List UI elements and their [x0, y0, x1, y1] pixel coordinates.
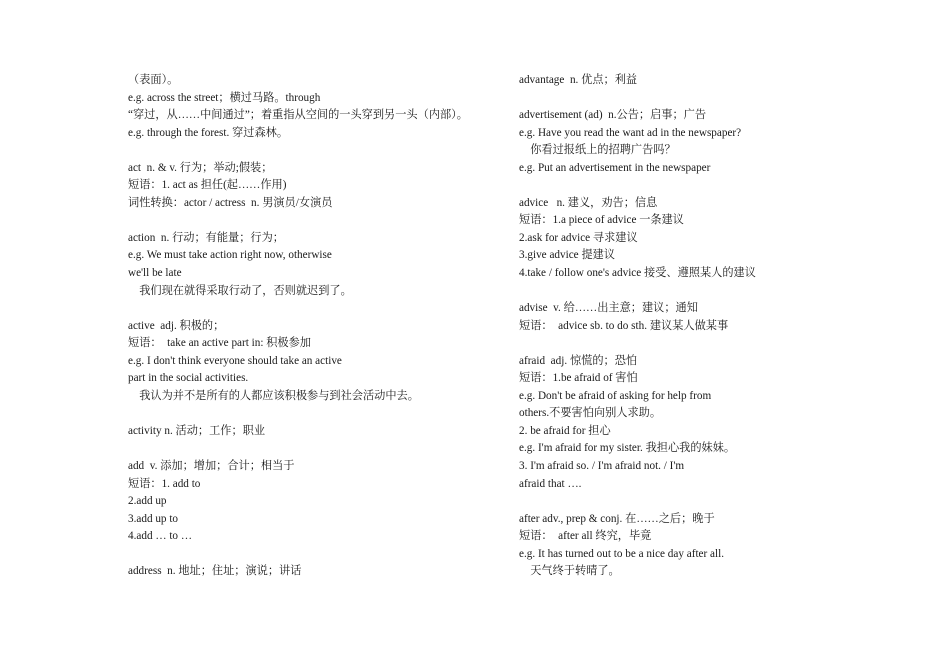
text-line: [519, 493, 909, 511]
text-line: e.g. We must take action right now, otherwise: [128, 249, 332, 262]
text-line: （表面）。: [128, 74, 179, 86]
text-line: [519, 177, 909, 195]
text-line: active adj. 积极的；: [128, 319, 225, 332]
text-line: e.g. It has turned out to be a nice day after all.: [519, 547, 725, 560]
text-line: 4.add … to …: [128, 530, 193, 543]
text-line: [519, 90, 909, 108]
text-line: [128, 440, 518, 458]
text-line: add v. 添加；增加；合计；相当于: [128, 460, 295, 473]
right-column: [519, 72, 909, 581]
text-line: address n. 地址；住址；演说；讲话: [128, 565, 302, 578]
text-line: 短语： advice sb. to do sth. 建议某人做某事: [519, 319, 729, 332]
text-line: e.g. Have you read the want ad in the newspaper?: [519, 126, 742, 139]
text-line: 2.add up: [128, 495, 167, 508]
text-line: activity n. 活动；工作；职业: [128, 424, 266, 437]
text-line: “穿过，从……中间通过”；着重指从空间的一头穿到另一头（内部）。: [128, 109, 468, 122]
text-line: e.g. I'm afraid for my sister. 我担心我的妹妹。: [519, 442, 736, 455]
text-line: 短语：1.be afraid of 害怕: [519, 372, 638, 385]
text-line: 3. I'm afraid so. / I'm afraid not. / I'm: [519, 460, 685, 473]
text-line: 短语： after all 终究，毕竟: [519, 530, 652, 543]
text-line: 词性转换：actor / actress n. 男演员/女演员: [128, 196, 333, 209]
text-line: e.g. Don't be afraid of asking for help from: [519, 389, 712, 402]
text-line: 短语：1. add to: [128, 477, 201, 490]
text-line: afraid adj. 惊慌的；恐怕: [519, 354, 638, 367]
text-line: [519, 283, 909, 301]
text-line: action n. 行动；有能量；行为；: [128, 231, 284, 244]
text-line: 我认为并不是所有的人都应该积极参与到社会活动中去。: [128, 389, 419, 402]
text-line: after adv., prep & conj. 在……之后；晚于: [519, 512, 715, 525]
text-line: 3.add up to: [128, 512, 179, 525]
text-line: 短语： take an active part in: 积极参加: [128, 337, 311, 350]
text-line: e.g. I don't think everyone should take an active: [128, 354, 342, 367]
text-line: act n. & v. 行为；举动;假装；: [128, 161, 273, 174]
text-line: 4.take / follow one's advice 接受、遵照某人的建议: [519, 267, 756, 280]
text-line: 天气终于转晴了。: [519, 565, 620, 578]
text-line: [128, 212, 518, 230]
text-line: [128, 546, 518, 564]
text-line: 短语：1. act as 担任(起……作用): [128, 179, 287, 192]
text-line: afraid that ….: [519, 477, 582, 490]
text-line: e.g. Put an advertisement in the newspaper: [519, 161, 711, 174]
text-line: part in the social activities.: [128, 372, 249, 385]
text-line: e.g. through the forest. 穿过森林。: [128, 126, 289, 139]
text-line: 3.give advice 提建议: [519, 249, 616, 262]
text-line: [128, 405, 518, 423]
text-line: we'll be late: [128, 267, 182, 280]
text-line: 我们现在就得采取行动了，否则就迟到了。: [128, 284, 352, 297]
text-line: e.g. across the street；横过马路。through: [128, 91, 321, 104]
left-column: [128, 72, 518, 581]
text-line: others.不要害怕向别人求助。: [519, 407, 662, 420]
text-line: 短语：1.a piece of advice 一条建议: [519, 214, 684, 227]
text-line: advise v. 给……出主意；建议；通知: [519, 302, 698, 315]
text-line: [128, 142, 518, 160]
text-line: advice n. 建义，劝告；信息: [519, 196, 658, 209]
text-line: 2.ask for advice 寻求建议: [519, 231, 638, 244]
text-line: [519, 335, 909, 353]
text-line: [128, 300, 518, 318]
text-line: advantage n. 优点；利益: [519, 74, 638, 86]
text-line: advertisement (ad) n.公告；启事；广告: [519, 109, 707, 122]
text-line: 你看过报纸上的招聘广告吗？: [519, 144, 676, 157]
text-line: 2. be afraid for 担心: [519, 424, 611, 437]
